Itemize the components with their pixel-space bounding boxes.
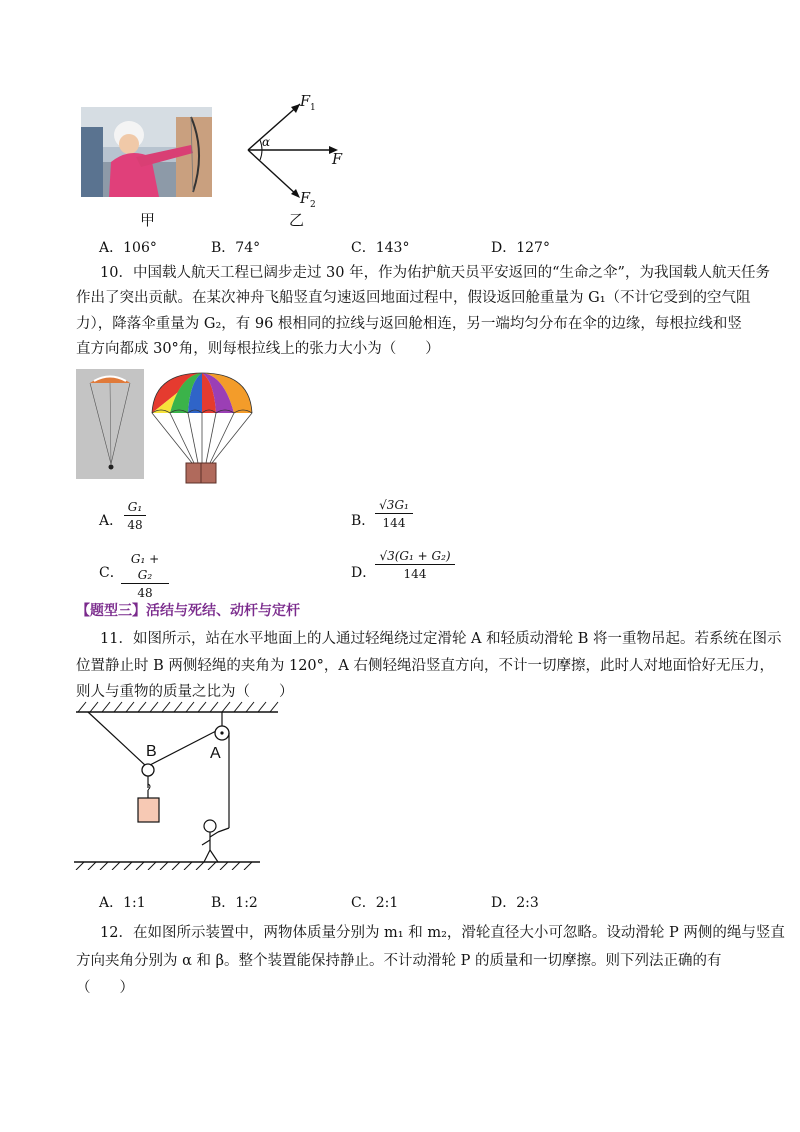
pulley-b-label: B: [146, 743, 157, 760]
q12-line-2: 方向夹角分别为 α 和 β。整个装置能保持静止。不计动滑轮 P 的质量和一切摩擦。则下列法正确的有: [76, 953, 722, 969]
q10-option-a[interactable]: A．: [99, 513, 124, 529]
q11-option-a[interactable]: A．1:1: [99, 895, 146, 911]
pulley-diagram: [72, 700, 284, 870]
label-f2: F: [300, 191, 311, 207]
label-f1-sub: 1: [310, 103, 316, 113]
parachute-photo: [76, 369, 144, 479]
pulley-a-label: A: [210, 745, 221, 762]
fig-jia-caption: 甲: [140, 211, 156, 229]
q10-option-d-fraction: $\frac{\text{√3(G₁ + G₂)}}{144}$: [375, 548, 455, 583]
q11-line-3: 则人与重物的质量之比为（ ）: [76, 684, 294, 700]
q12-line-1: 12．在如图所示装置中，两物体质量分别为 m₁ 和 m₂，滑轮直径大小可忽略。设动滑轮 P 两侧的绳与竖直: [100, 925, 785, 941]
q10-option-c[interactable]: C．: [99, 565, 124, 581]
label-f: F: [332, 152, 343, 168]
section-title: 【题型三】活结与死结、动杆与定杆: [76, 603, 300, 619]
q9-option-b[interactable]: B．74°: [211, 240, 261, 256]
force-vector-diagram: [240, 92, 350, 217]
q10-option-c-fraction: $\frac{\text{G₁ + G₂}}{48}$: [121, 551, 169, 602]
q10-option-a-fraction: $\frac{\text{G₁}}{48}$: [124, 499, 146, 534]
q9-option-c[interactable]: C．143°: [351, 240, 410, 256]
q12-line-3: （ ）: [76, 980, 134, 996]
q11-line-1: 11．如图所示，站在水平地面上的人通过轻绳绕过定滑轮 A 和轻质动滑轮 B 将一重物吊起。若系统在图示: [100, 631, 782, 647]
q11-line-2: 位置静止时 B 两侧轻绳的夹角为 120°，A 右侧轻绳沿竖直方向，不计一切摩擦，此时人对地面恰好无压力，: [76, 658, 774, 674]
parachute-diagram: [150, 371, 254, 485]
q11-option-c[interactable]: C．2:1: [351, 895, 399, 911]
label-f1: F: [300, 94, 311, 110]
q9-option-d[interactable]: D．127°: [491, 240, 550, 256]
archer-photo: [81, 107, 212, 197]
q9-option-a[interactable]: A．106°: [99, 240, 157, 256]
fig-yi-caption: 乙: [289, 211, 305, 229]
q10-option-d[interactable]: D．: [351, 565, 377, 581]
q10-line-1: 10．中国载人航天工程已阔步走过 30 年，作为佑护航天员平安返回的“生命之伞”，为我国载人航天任务: [100, 265, 770, 281]
q10-line-4: 直方向都成 30°角，则每根拉线上的张力大小为（ ）: [76, 341, 440, 357]
q11-option-b[interactable]: B．1:2: [211, 895, 258, 911]
q10-option-b[interactable]: B．: [351, 513, 376, 529]
q10-option-b-fraction: $\frac{\text{√3G₁}}{144}$: [375, 497, 413, 532]
label-alpha: α: [262, 135, 271, 149]
q10-line-3: 力），降落伞重量为 G₂，有 96 根相同的拉线与返回舱相连，另一端均匀分布在伞的边缘，每根拉线和竖: [76, 316, 742, 332]
q10-line-2: 作出了突出贡献。在某次神舟飞船竖直匀速返回地面过程中，假设返回舱重量为 G₁（不计它受到的空气阻: [76, 290, 751, 306]
q11-option-d[interactable]: D．2:3: [491, 895, 539, 911]
label-f2-sub: 2: [310, 200, 316, 210]
